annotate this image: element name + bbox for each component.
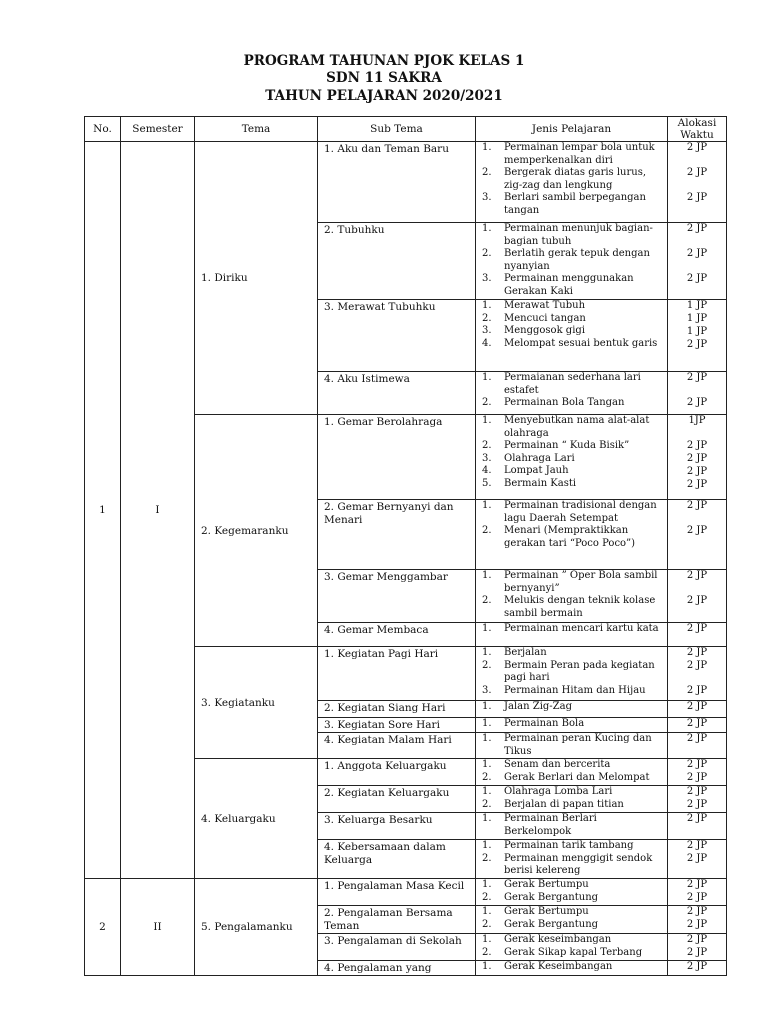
subtema-cell [318,701,476,718]
list-item [476,919,667,932]
list-item [476,701,667,714]
subtema-cell [318,840,476,879]
subtema-cell [318,500,476,570]
list-item [476,440,667,453]
list-item [476,570,667,595]
subtema-cell [318,961,476,976]
item-number: 2. [482,798,492,810]
list-item [476,372,667,397]
item-text: Permainan tradisional dengan lagu Daerah Setempat [504,500,657,524]
item-text: Lompat Jauh [504,465,569,476]
subtema-label: 3. Pengalaman di Sekolah [324,935,462,947]
item-number: 2. [482,312,492,324]
item-number: 1. [482,906,492,917]
item-number: 1. [482,813,492,824]
list-item [476,906,667,919]
item-number: 1. [482,759,492,770]
alokasi-waktu-cell [668,961,727,976]
jenis-pelajaran-cell [476,300,668,372]
list-item [476,313,667,326]
subtema-cell [318,372,476,415]
subtema-label: 4. Kegiatan Malam Hari [324,734,452,746]
item-text: Melompat sesuai bentuk garis [504,337,658,349]
item-text: Berjalan di papan titian [504,798,624,810]
item-text: Gerak Bertumpu [504,906,589,917]
item-number: 1. [482,934,492,945]
allocation-value: 2 JP [686,733,708,744]
item-text: Merawat Tubuh [504,300,586,311]
list-item [476,248,667,273]
alokasi-waktu-cell [668,647,727,701]
alokasi-waktu-cell [668,934,727,961]
jenis-pelajaran-cell [476,934,668,961]
item-number: 1. [482,647,492,658]
tema-cell: 4. Keluargaku [195,759,318,879]
item-number: 1. [482,300,492,311]
alokasi-waktu-cell [668,840,727,879]
jenis-pelajaran-cell [476,372,668,415]
list-item [476,772,667,785]
jenis-pelajaran-cell [476,718,668,733]
subtema-label: 4. Gemar Membaca [324,624,429,636]
alokasi-waktu-cell [668,906,727,934]
item-text: Permainan mencari kartu kata [504,623,659,634]
allocation-value: 2 JP [686,372,708,383]
list-item [476,623,667,636]
list-item [476,840,667,853]
tema-cell: 3. Kegiatanku [195,647,318,759]
list-item [476,853,667,878]
item-text: Bermain Peran pada kegiatan pagi hari [504,659,655,683]
subtema-label: 2. Gemar Bernyanyi dan Menari [324,501,454,526]
jenis-pelajaran-cell [476,813,668,840]
alokasi-waktu-cell [668,142,727,223]
list-item [476,453,667,466]
alokasi-waktu-cell [668,500,727,570]
alokasi-waktu-cell [668,701,727,718]
alokasi-waktu-cell [668,372,727,415]
item-number: 1. [482,500,492,511]
subtema-cell [318,623,476,647]
list-item [476,415,667,440]
item-text: Berjalan [504,647,547,658]
alokasi-waktu-cell [668,623,727,647]
list-item [476,718,667,731]
alokasi-waktu-cell [668,786,727,813]
item-text: Gerak keseimbangan [504,934,612,945]
allocation-value: 2 JP [686,701,708,712]
subtema-cell [318,415,476,500]
allocation-value: 2 JP [686,934,708,945]
list-item [476,273,667,298]
subtema-label: 2. Kegiatan Keluargaku [324,787,450,799]
table-row [85,142,727,223]
subtema-cell [318,733,476,759]
item-number: 1. [482,570,492,581]
item-text: Bermain Kasti [504,477,577,489]
item-text: Mencuci tangan [504,312,586,324]
list-item [476,961,667,974]
jenis-pelajaran-cell [476,570,668,623]
list-item [476,759,667,772]
subtema-cell [318,142,476,223]
jenis-pelajaran-cell [476,142,668,223]
col-header-no: No. [85,117,121,142]
allocation-value: 2 JP [686,879,708,890]
alokasi-waktu-cell [668,759,727,786]
alokasi-waktu-cell [668,813,727,840]
list-item [476,813,667,838]
jenis-pelajaran-cell [476,759,668,786]
subtema-label: 1. Gemar Berolahraga [324,416,443,428]
list-item [476,223,667,248]
alokasi-waktu-cell [668,570,727,623]
subtema-cell [318,813,476,840]
item-number: 2. [482,440,492,451]
allocation-value: 2 JP [686,223,708,234]
allocation-value: 2 JP [686,397,708,408]
allocation-value: 2 JP [686,273,708,284]
item-number: 5. [482,477,492,489]
list-item [476,947,667,960]
col-header-tema: Tema [195,117,318,142]
allocation-value: 1 JP [686,300,708,311]
item-text: Berlatih gerak tepuk dengan nyanyian [504,248,650,272]
semester-cell: II [121,879,195,976]
alokasi-waktu-cell [668,733,727,759]
allocation-value: 2 JP [686,339,708,350]
table-header-row [85,117,727,142]
subtema-cell [318,718,476,733]
item-text: Gerak Bergantung [504,891,599,903]
allocation-value: 1JP [688,415,706,426]
row-number: 1 [85,142,121,879]
item-text: Permainan ” Oper Bola sambil bernyanyi” [504,570,658,594]
jenis-pelajaran-cell [476,786,668,813]
subtema-label: 4. Kebersamaan dalam Keluarga [324,841,446,866]
item-number: 2. [482,891,492,903]
item-text: Olahraga Lari [504,452,575,464]
item-number: 3. [482,684,492,696]
subtema-cell [318,570,476,623]
col-header-semester: Semester [121,117,195,142]
subtema-cell [318,647,476,701]
item-text: Permainan peran Kucing dan Tikus [504,733,652,757]
item-text: Permainan “ Kuda Bisik” [504,440,630,451]
item-text: Permainan menunjuk bagian-bagian tubuh [504,223,653,247]
subtema-label: 1. Aku dan Teman Baru [324,143,449,155]
alokasi-waktu-cell [668,300,727,372]
list-item [476,892,667,905]
allocation-value: 2 JP [686,919,708,930]
allocation-value: 2 JP [686,840,708,851]
allocation-value: 1 JP [686,313,708,324]
allocation-value: 2 JP [686,142,708,153]
list-item [476,799,667,812]
subtema-label: 1. Pengalaman Masa Kecil [324,880,465,892]
subtema-label: 3. Gemar Menggambar [324,571,448,583]
list-item [476,500,667,525]
jenis-pelajaran-cell [476,906,668,934]
jenis-pelajaran-cell [476,701,668,718]
subtema-cell [318,223,476,300]
item-text: Gerak Bertumpu [504,879,589,890]
jenis-pelajaran-cell [476,415,668,500]
list-item [476,879,667,892]
item-number: 2. [482,852,492,864]
allocation-value: 2 JP [686,853,708,864]
list-item [476,660,667,685]
subtema-cell [318,934,476,961]
item-number: 1. [482,733,492,744]
allocation-value: 2 JP [686,647,708,658]
item-number: 3. [482,273,492,284]
allocation-value: 2 JP [686,453,708,464]
item-number: 1. [482,879,492,890]
jenis-pelajaran-cell [476,500,668,570]
subtema-label: 1. Anggota Keluargaku [324,760,447,772]
item-number: 3. [482,192,492,203]
alokasi-waktu-cell [668,718,727,733]
subtema-cell [318,906,476,934]
allocation-value: 2 JP [686,947,708,958]
jenis-pelajaran-cell [476,879,668,906]
item-number: 1. [482,223,492,234]
list-item [476,338,667,351]
tema-cell: 2. Kegemaranku [195,415,318,647]
allocation-value: 2 JP [686,466,708,477]
jenis-pelajaran-cell [476,840,668,879]
list-item [476,397,667,410]
allocation-value: 1 JP [686,326,708,337]
allocation-value: 2 JP [686,479,708,490]
jenis-pelajaran-cell [476,223,668,300]
item-number: 2. [482,771,492,783]
academic-year: TAHUN PELAJARAN 2020/2021 [265,88,503,104]
list-item [476,733,667,758]
item-text: Olahraga Lomba Lari [504,786,613,797]
alokasi-waktu-cell [668,415,727,500]
col-header-jenis-pelajaran: Jenis Pelajaran [476,117,668,142]
allocation-value: 2 JP [686,892,708,903]
item-text: Permainan Bola Tangan [504,397,625,408]
item-text: Permainan Bola [504,718,585,729]
item-number: 2. [482,595,492,606]
allocation-value: 2 JP [686,786,708,797]
item-number: 4. [482,337,492,349]
list-item [476,142,667,167]
list-item [476,595,667,620]
allocation-value: 2 JP [686,660,708,671]
allocation-value: 2 JP [686,759,708,770]
item-number: 1. [482,701,492,712]
jenis-pelajaran-cell [476,647,668,701]
allocation-value: 2 JP [686,799,708,810]
allocation-value: 2 JP [686,718,708,729]
list-item [476,300,667,313]
allocation-value: 2 JP [686,772,708,783]
allocation-value: 2 JP [686,570,708,581]
allocation-value: 2 JP [686,685,708,696]
item-text: Gerak Bergantung [504,918,599,930]
allocation-value: 2 JP [686,440,708,451]
item-text: Gerak Sikap kapal Terbang [504,946,643,958]
item-text: Menggosok gigi [504,325,586,336]
item-text: Menyebutkan nama alat-alat olahraga [504,415,650,439]
item-text: Permainan Berlari Berkelompok [504,813,597,837]
item-number: 2. [482,946,492,958]
col-header-subtema: Sub Tema [318,117,476,142]
allocation-value: 2 JP [686,500,708,511]
subtema-label: 3. Keluarga Besarku [324,814,433,826]
tema-cell: 1. Diriku [195,142,318,415]
allocation-value: 2 JP [686,525,708,536]
subtema-label: 3. Kegiatan Sore Hari [324,719,440,731]
school-name: SDN 11 SAKRA [326,70,442,86]
subtema-label: 4. Aku Istimewa [324,373,410,385]
item-number: 1. [482,718,492,729]
row-number: 2 [85,879,121,976]
item-number: 1. [482,840,492,851]
item-text: Permainan tarik tambang [504,840,634,851]
item-text: Jalan Zig-Zag [504,701,572,712]
list-item [476,647,667,660]
allocation-value: 2 JP [686,248,708,259]
item-number: 3. [482,325,492,336]
item-number: 2. [482,248,492,259]
item-text: Berlari sambil berpegangan tangan [504,192,646,216]
tema-cell: 5. Pengalamanku [195,879,318,976]
jenis-pelajaran-cell [476,733,668,759]
jenis-pelajaran-cell [476,961,668,976]
subtema-cell [318,786,476,813]
list-item [476,934,667,947]
list-item [476,167,667,192]
item-text: Permainan menggunakan Gerakan Kaki [504,273,634,297]
list-item [476,525,667,550]
item-number: 1. [482,142,492,153]
allocation-value: 2 JP [686,623,708,634]
subtema-cell [318,879,476,906]
item-number: 3. [482,452,492,464]
subtema-cell [318,300,476,372]
list-item [476,786,667,799]
item-text: Gerak Keseimbangan [504,961,613,972]
allocation-value: 2 JP [686,595,708,606]
item-number: 1. [482,961,492,972]
allocation-value: 2 JP [686,961,708,972]
allocation-value: 2 JP [686,167,708,178]
list-item [476,465,667,478]
item-text: Permaianan sederhana lari estafet [504,372,641,396]
item-number: 2. [482,167,492,178]
item-text: Permainan lempar bola untuk memperkenalkan diri [504,142,655,166]
item-text: Melukis dengan teknik kolase sambil bermain [504,595,656,619]
subtema-label: 2. Tubuhku [324,224,385,236]
list-item [476,192,667,217]
subtema-label: 2. Kegiatan Siang Hari [324,702,446,714]
subtema-label: 3. Merawat Tubuhku [324,301,436,313]
subtema-label: 1. Kegiatan Pagi Hari [324,648,439,660]
document-title: PROGRAM TAHUNAN PJOK KELAS 1 [243,53,525,69]
allocation-value: 2 JP [686,192,708,203]
item-number: 1. [482,786,492,797]
subtema-label: 2. Pengalaman Bersama Teman [324,907,453,932]
annual-program-table [84,116,727,976]
allocation-value: 2 JP [686,813,708,824]
item-text: Gerak Berlari dan Melompat [504,771,650,783]
item-text: Menari (Mempraktikkan gerakan tari “Poco Poco”) [504,525,636,549]
col-header-alokasi-waktu: Alokasi Waktu [668,117,727,142]
subtema-label: 4. Pengalaman yang [324,962,432,974]
item-number: 1. [482,415,492,426]
jenis-pelajaran-cell [476,623,668,647]
item-text: Senam dan bercerita [504,759,611,770]
list-item [476,478,667,491]
item-number: 1. [482,623,492,634]
alokasi-waktu-cell [668,879,727,906]
alokasi-waktu-cell [668,223,727,300]
item-number: 2. [482,918,492,930]
allocation-value: 2 JP [686,906,708,917]
semester-cell: I [121,142,195,879]
list-item [476,685,667,698]
item-number: 2. [482,525,492,536]
table-row [85,879,727,906]
list-item [476,325,667,338]
item-number: 4. [482,465,492,476]
subtema-cell [318,759,476,786]
item-number: 2. [482,659,492,671]
item-text: Bergerak diatas garis lurus, zig-zag dan lengkung [504,167,647,191]
item-number: 1. [482,372,492,383]
item-number: 2. [482,397,492,408]
item-text: Permainan Hitam dan Hijau [504,684,646,696]
item-text: Permainan menggigit sendok berisi kelereng [504,852,653,876]
